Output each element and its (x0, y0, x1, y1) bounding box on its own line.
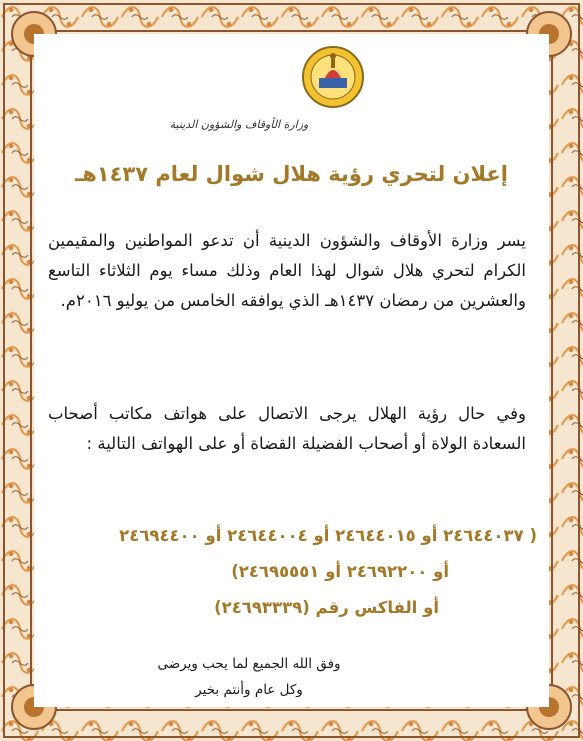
phone-numbers-line: ( ٢٤٦٤٤٠٣٧ أو ٢٤٦٤٤٠١٥ أو ٢٤٦٤٤٠٠٤ أو ٢٤٦٩٤٤٠٠ (119, 526, 537, 545)
announcement-title: إعلان لتحري رؤية هلال شوال لعام ١٤٣٧هـ (75, 162, 508, 186)
closing-blessing: وفق الله الجميع لما يحب ويرضى (157, 656, 341, 672)
closing-greeting: وكل عام وأنتم بخير (195, 682, 303, 698)
ministry-emblem-icon (300, 44, 366, 124)
fax-number-line: أو الفاكس رقم (٢٤٦٩٣٣٣٩) (214, 598, 439, 617)
announcement-panel (34, 34, 549, 707)
contact-instructions: وفي حال رؤية الهلال يرجى الاتصال على هواتف مكاتب أصحاب السعادة الولاة أو أصحاب الفضيلة القضاة أو على الهواتف التالية : (48, 404, 526, 453)
phone-numbers-line: أو ٢٤٦٩٢٢٠٠ أو ٢٤٦٩٥٥٥١) (231, 562, 449, 581)
ministry-name: وزارة الأوقاف والشؤون الدينية (169, 118, 309, 131)
announcement-paragraph: يسر وزارة الأوقاف والشؤون الدينية أن تدعو المواطنين والمقيمين الكرام لتحري هلال شوال لهذا العام وذلك مساء يوم الثلاثاء التاسع والعشرين من رمضان ١٤٣٧هـ الذي يوافقه الخامس من يوليو ٢٠١٦م. (48, 231, 526, 310)
